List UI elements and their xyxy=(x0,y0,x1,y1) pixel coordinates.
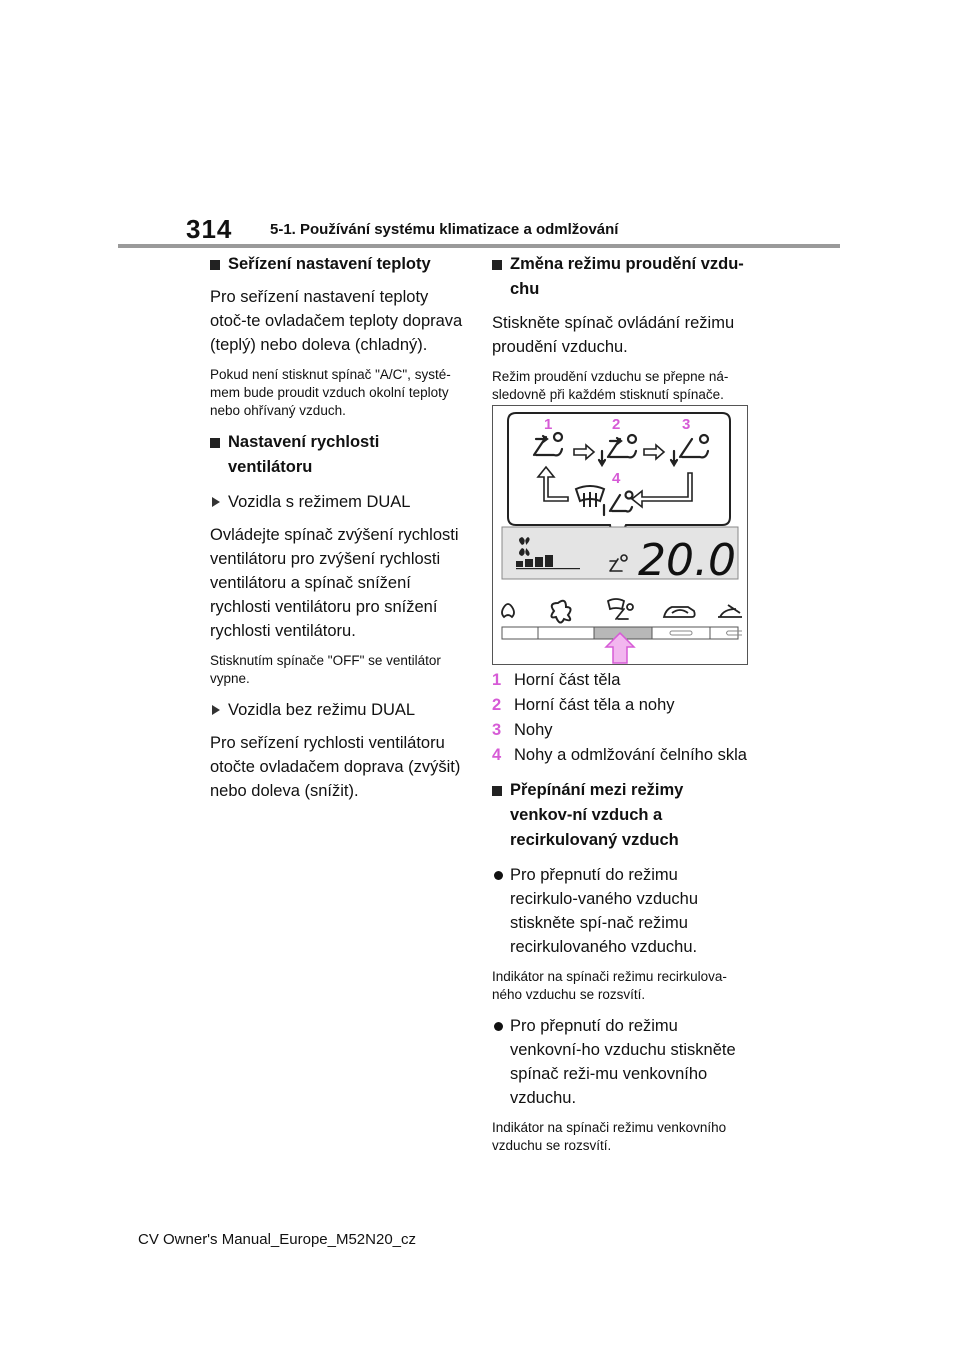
round-bullet-icon xyxy=(494,1022,503,1031)
recirculation-instruction: Pro přepnutí do režimu recirkulo-vaného vzduchu stiskněte spí-nač režimu recirkulovaného vzduchu. xyxy=(492,863,750,959)
page-number: 314 xyxy=(186,214,233,244)
triangle-bullet-icon xyxy=(212,705,220,715)
triangle-bullet-icon xyxy=(212,497,220,507)
mode-label-2: 2 xyxy=(612,416,621,433)
airflow-paragraph: Stiskněte spínač ovládání režimu proudění vzduchu. xyxy=(492,314,735,356)
square-bullet-icon xyxy=(492,260,502,270)
dual-vehicles-label: Vozidla s režimem DUAL xyxy=(210,490,468,514)
mode-list-item: 3 Nohy xyxy=(492,721,553,739)
mode-list-item: 4 Nohy a odmlžování čelního skla xyxy=(492,746,747,764)
mode-list-item: 1 Horní část těla xyxy=(492,671,621,689)
dual-paragraph: Ovládejte spínač zvýšení rychlosti ventilátoru pro zvýšení rychlosti ventilátoru a spínač snížení rychlosti ventilátoru pro snížení rychlosti ventilátoru. xyxy=(210,526,459,640)
outside-air-note: Indikátor na spínači režimu venkovního vzduchu se rozsvítí. xyxy=(492,1120,727,1153)
footer-manual-id: CV Owner's Manual_Europe_M52N20_cz xyxy=(138,1231,417,1248)
fan-speed-section-heading: Nastavení rychlosti ventilátoru xyxy=(210,430,468,480)
mode-list-item: 2 Horní část těla a nohy xyxy=(492,696,675,714)
right-column-bottom xyxy=(492,668,750,1155)
left-column xyxy=(210,252,468,803)
square-bullet-icon xyxy=(492,786,502,796)
airflow-mode-figure xyxy=(492,405,748,665)
air-intake-section-heading: Přepínání mezi režimy venkov-ní vzduch a recirkulovaný vzduch xyxy=(492,778,750,853)
mode-label-1: 1 xyxy=(544,416,553,433)
climate-panel-illustration xyxy=(492,405,748,665)
recirculation-note: Indikátor na spínači režimu recirkulova-ného vzduchu se rozsvítí. xyxy=(492,969,727,1002)
non-dual-paragraph: Pro seřízení rychlosti ventilátoru otočte ovladačem doprava (zvýšit) nebo doleva (snížit). xyxy=(210,734,461,800)
non-dual-vehicles-label: Vozidla bez režimu DUAL xyxy=(210,698,468,722)
square-bullet-icon xyxy=(210,260,220,270)
temperature-section-heading: Seřízení nastavení teploty xyxy=(210,252,468,277)
temperature-readout: 20.0 xyxy=(638,535,736,586)
dual-note: Stisknutím spínače "OFF" se ventilátor vypne. xyxy=(210,653,441,686)
right-column-top xyxy=(492,252,750,404)
temperature-note: Pokud není stisknut spínač "A/C", systé-mem bude proudit vzduch okolní teploty nebo ohřívaný vzduch. xyxy=(210,367,451,418)
square-bullet-icon xyxy=(210,438,220,448)
outside-air-instruction: Pro přepnutí do režimu venkovní-ho vzduchu stiskněte spínač reži-mu venkovního vzduchu. xyxy=(492,1014,750,1110)
airflow-note: Režim proudění vzduchu se přepne ná-sledovně při každém stisknutí spínače. xyxy=(492,369,729,402)
mode-label-4: 4 xyxy=(612,470,621,487)
airflow-section-heading: Změna režimu proudění vzdu-chu xyxy=(492,252,750,302)
section-title: 5-1. Používání systému klimatizace a odmlžování xyxy=(270,221,619,238)
round-bullet-icon xyxy=(494,871,503,880)
temperature-paragraph: Pro seřízení nastavení teploty otoč-te ovladačem teploty doprava (teplý) nebo doleva (chladný). xyxy=(210,288,463,354)
mode-label-3: 3 xyxy=(682,416,691,433)
header-divider xyxy=(118,244,840,248)
